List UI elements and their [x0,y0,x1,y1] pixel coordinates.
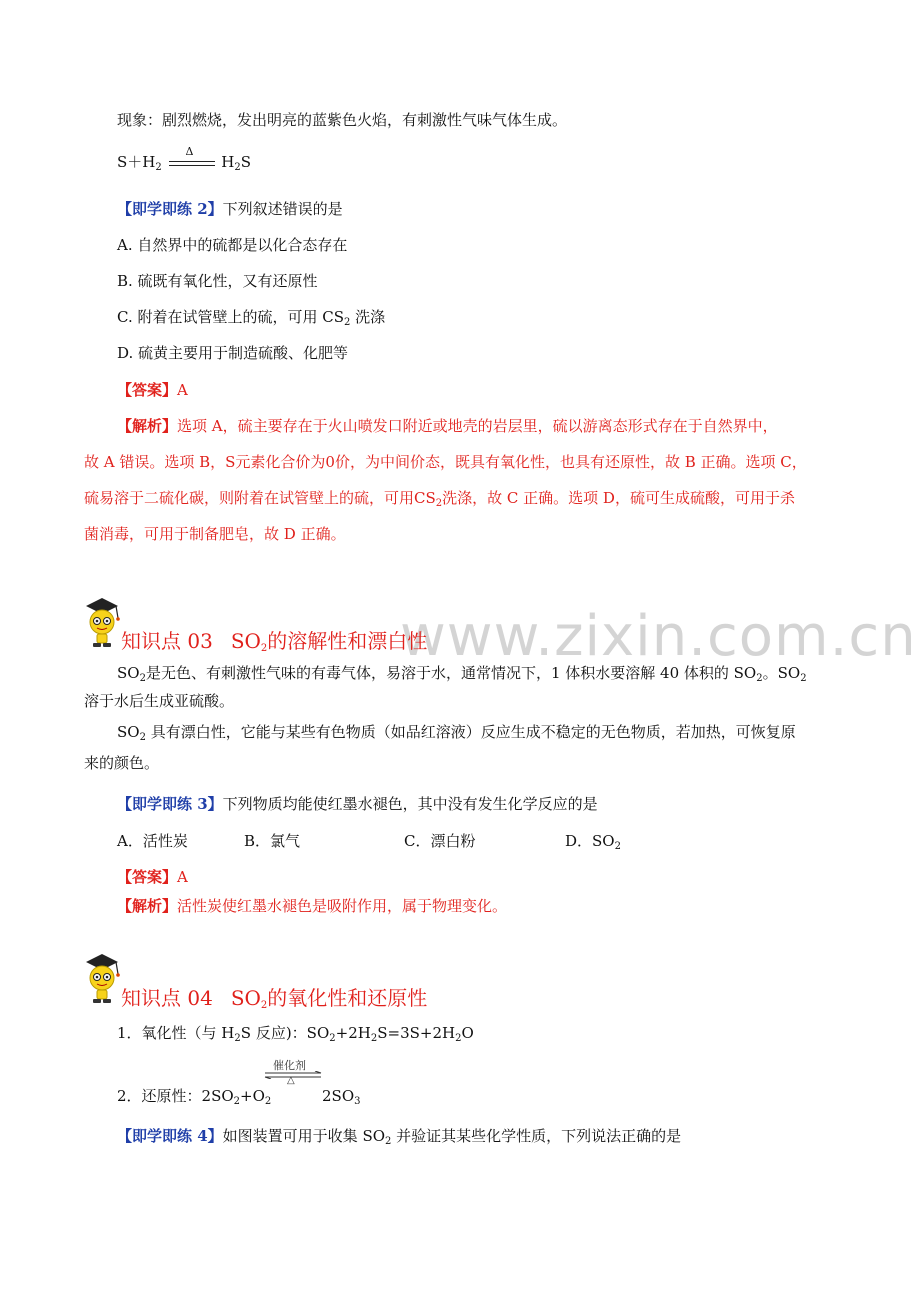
ex2-option-b: B. 硫既有氧化性，又有还原性 [117,272,318,290]
eq-left: S＋H [117,153,156,171]
exercise-3-question: 【即学即练 3】下列物质均能使红墨水褪色，其中没有发生化学反应的是 [117,795,598,813]
ex3-answer: 【答案】A [117,868,188,886]
k3-paragraph-1-line-1: $SO_2$是无色、有刺激性气味的有毒气体，易溶于水，通常情况下，1 体积水要溶解 40 体积的 $SO_2$。$SO_2$ [117,664,807,684]
ex2-explanation-line-1: 【解析】选项 A，硫主要存在于火山喷发口附近或地壳的岩层里，硫以游离态形式存在于自然界中， [117,417,778,435]
knowledge-point-03-heading: 知识点 03 $SO_2$的溶解性和漂白性 [121,629,428,654]
equation-s-h2: $S+H_2$ Δ $H_2S$ [117,145,252,173]
k4-item-2-product: $2SO_3$ [322,1087,361,1107]
ex3-explanation: 【解析】活性炭使红墨水褪色是吸附作用，属于物理变化。 [117,897,508,915]
watermark: www.zixin.com.cn [400,604,917,669]
ex3-option-c: C．漂白粉 [404,832,476,850]
ex2-option-a: A. 自然界中的硫都是以化合态存在 [117,236,348,254]
exercise-2-question: 【即学即练 2】下列叙述错误的是 [117,200,343,218]
k3-paragraph-2-line-1: $SO_2$ 具有漂白性，它能与某些有色物质（如品红溶液）反应生成不稳定的无色物质，若加热，可恢复原 [117,723,796,743]
k4-item-1-oxidizing: 1．氧化性（与 $H_2S$ 反应)：$SO_2+2H_2S=3S+2H_2O$ [117,1024,474,1044]
ex2-explanation-line-3: 硫易溶于二硫化碳，则附着在试管壁上的硫，可用$CS_2$洗涤，故 C 正确。选项 D，硫可生成硫酸，可用于杀 [84,489,795,509]
ex2-option-c: C. 附着在试管壁上的硫，可用 $CS_2$ 洗涤 [117,308,386,328]
ex2-explanation-line-4: 菌消毒，可用于制备肥皂，故 D 正确。 [84,525,346,543]
k4-item-2-reducing: 2．还原性：$2SO_2+O_2$ [117,1087,272,1107]
k3-paragraph-1-line-2: 溶于水后生成亚硫酸。 [84,692,235,710]
k3-paragraph-2-line-2: 来的颜色。 [84,754,160,772]
knowledge-point-04-heading: 知识点 04 $SO_2$的氧化性和还原性 [121,986,428,1011]
ex2-option-d: D. 硫黄主要用于制造硫酸、化肥等 [117,344,349,362]
scholar-mascot-icon-2 [82,952,122,1006]
ex2-answer: 【答案】A [117,381,188,399]
heat-equals-sign: Δ [169,156,215,170]
ex3-option-b: B．氯气 [244,832,301,850]
catalyst-reversible-arrow: 催化剂 △ [263,1057,323,1087]
phenomenon-text: 现象：剧烈燃烧，发出明亮的蓝紫色火焰，有刺激性气味气体生成。 [117,111,568,129]
ex3-option-d: D．$SO_2$ [565,832,621,852]
ex3-option-a: A．活性炭 [117,832,188,850]
exercise-4-question: 【即学即练 4】如图装置可用于收集 $SO_2$ 并验证其某些化学性质，下列说法正确的是 [117,1127,682,1147]
ex2-explanation-line-2: 故 A 错误。选项 B，S元素化合价为0价，为中间价态，既具有氧化性，也具有还原性，故 B 正确。选项 C， [84,453,807,471]
scholar-mascot-icon [82,596,122,650]
